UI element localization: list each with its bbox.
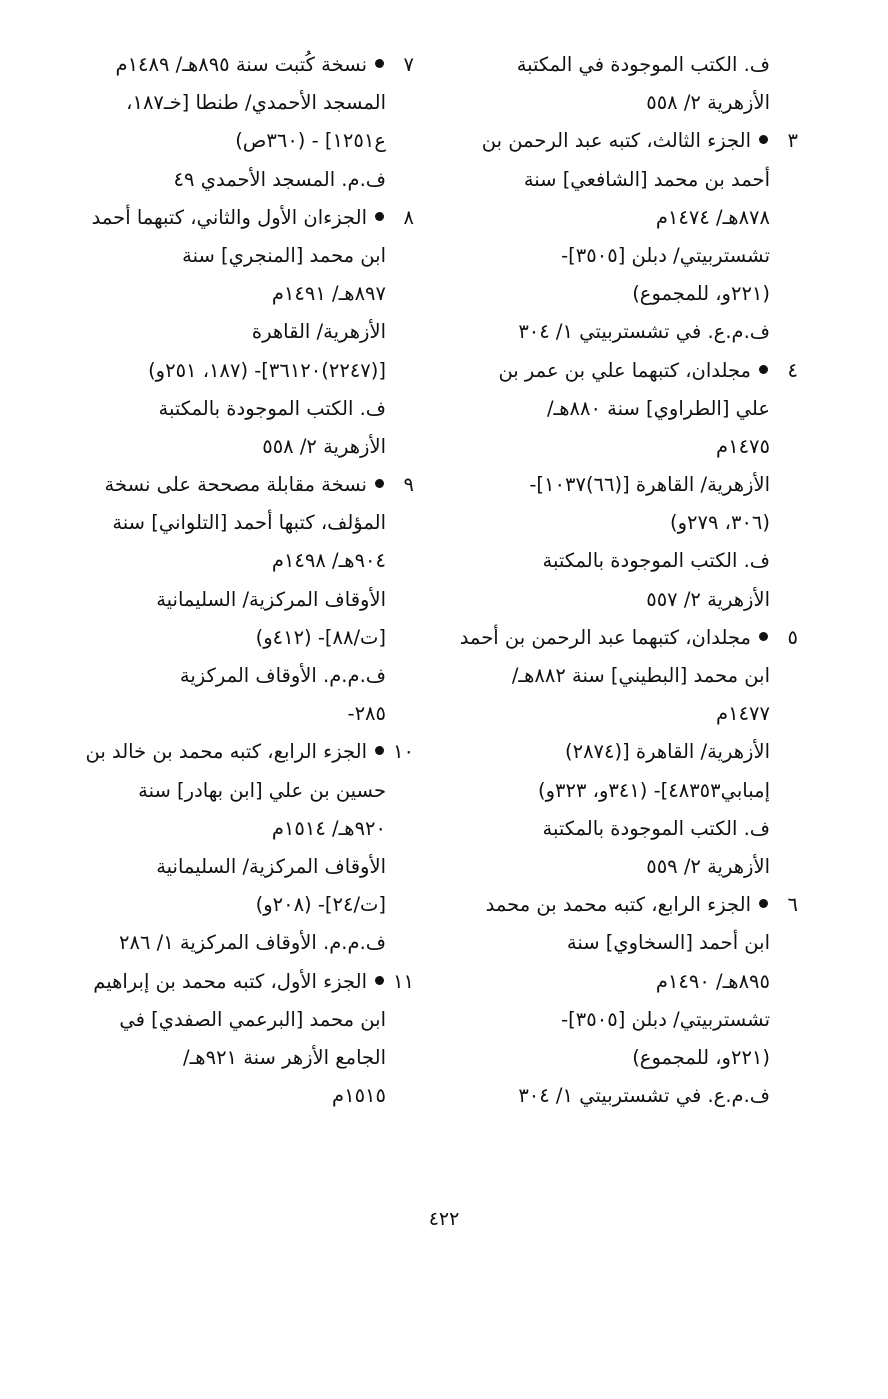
entry-line: ف. الكتب الموجودة بالمكتبة — [158, 396, 386, 420]
catalog-entry — [48, 963, 414, 1116]
entry-line: ف.م.م. الأوقاف المركزية ١/ ٢٨٦ — [119, 931, 386, 955]
entry-line: ف.م.ع. في تشستربيتي ١/ ٣٠٤ — [518, 1084, 770, 1108]
entry-number: ٤ — [787, 358, 798, 382]
entry-number: ٣ — [787, 129, 798, 153]
entry-line: ٩٢٠هـ/ ١٥١٤م — [271, 816, 386, 840]
entry-line: الأزهرية ٢/ ٥٥٨ — [646, 91, 770, 115]
entry-line: أحمد بن محمد [الشافعي] سنة — [523, 167, 770, 191]
entry-first-line — [48, 466, 414, 504]
entry-text: مجلدان، كتبهما عبد الرحمن بن أحمد — [459, 625, 751, 649]
entry-line: ف. الكتب الموجودة بالمكتبة — [542, 549, 770, 573]
right-column — [438, 46, 798, 1115]
catalog-entry — [48, 733, 414, 962]
entry-number: ٥ — [787, 625, 798, 649]
entry-line: المسجد الأحمدي/ طنطا [خـ١٨٧، — [126, 91, 386, 115]
bullet-icon — [759, 365, 768, 374]
entry-line: ٨٧٨هـ/ ١٤٧٤م — [655, 205, 770, 229]
bullet-icon — [375, 746, 384, 755]
entry-line: (٣٠٦، ٢٧٩و) — [670, 511, 770, 535]
entry-line: الأوقاف المركزية/ السليمانية — [156, 854, 386, 878]
entry-line: ف.م.م. الأوقاف المركزية — [179, 664, 386, 687]
entry-line: الأزهرية ٢/ ٥٥٨ — [262, 434, 386, 458]
entry-line: (٢٢١و، للمجموع) — [632, 1045, 770, 1069]
bullet-icon — [759, 899, 768, 908]
entry-line: [ت/٨٨]- (٤١٢و) — [255, 625, 386, 649]
entry-line: [(٢٢٤٧)٣٦١٢٠]- (١٨٧، ٢٥١و) — [148, 358, 386, 382]
entry-line: علي [الطراوي] سنة ٨٨٠هـ/ — [546, 396, 770, 420]
entry-line: ابن أحمد [السخاوي] سنة — [566, 931, 770, 955]
entry-first-line — [438, 122, 798, 160]
bullet-icon — [375, 59, 384, 68]
entry-line: الأزهرية ٢/ ٥٥٧ — [646, 587, 770, 611]
entry-line: ابن محمد [البطيني] سنة ٨٨٢هـ/ — [511, 664, 770, 687]
bullet-icon — [759, 632, 768, 641]
entry-text: الجزء الرابع، كتبه محمد بن خالد بن — [85, 740, 367, 764]
entry-line: ٩٠٤هـ/ ١٤٩٨م — [271, 549, 386, 573]
catalog-entry — [438, 619, 798, 886]
entry-line: ف. الكتب الموجودة في المكتبة — [516, 53, 770, 76]
entry-first-line — [438, 619, 798, 657]
entry-first-line — [438, 352, 798, 390]
bullet-icon — [375, 479, 384, 488]
entry-line: ابن محمد [المنجري] سنة — [182, 243, 386, 267]
bullet-icon — [759, 135, 768, 144]
catalog-entry — [438, 886, 798, 1115]
bullet-icon — [375, 976, 384, 985]
entry-line: ٢٨٥- — [347, 702, 386, 726]
entry-line: الأزهرية/ القاهرة [(٢٨٧٤) — [564, 740, 770, 764]
entry-line: ع١٢٥١] - (٣٦٠ص) — [235, 129, 386, 153]
entry-line: ف.م. المسجد الأحمدي ٤٩ — [173, 167, 386, 191]
entry-text: مجلدان، كتبهما علي بن عمر بن — [498, 358, 751, 382]
entry-line: ف. الكتب الموجودة بالمكتبة — [542, 816, 770, 840]
entry-line: ابن محمد [البرعمي الصفدي] في — [119, 1007, 386, 1031]
bullet-icon — [375, 212, 384, 221]
entry-text: الجزءان الأول والثاني، كتبهما أحمد — [91, 205, 367, 229]
entry-line: الأوقاف المركزية/ السليمانية — [156, 587, 386, 611]
entry-text: الجزء الثالث، كتبه عبد الرحمن بن — [481, 129, 751, 153]
entry-number: ٦ — [787, 893, 798, 917]
catalog-entry — [438, 46, 798, 122]
entry-line: [ت/٢٤]- (٢٠٨و) — [255, 893, 386, 917]
entry-number: ٧ — [403, 53, 414, 76]
entry-first-line — [48, 199, 414, 237]
entry-line: المؤلف، كتبها أحمد [التلواني] سنة — [112, 511, 386, 535]
entry-line: ١٥١٥م — [332, 1084, 386, 1108]
entry-line: ف.م.ع. في تشستربيتي ١/ ٣٠٤ — [518, 320, 770, 344]
entry-number: ٨ — [403, 205, 414, 229]
entry-line: حسين بن علي [ابن بهادر] سنة — [138, 778, 386, 802]
entry-line: الجامع الأزهر سنة ٩٢١هـ/ — [183, 1045, 386, 1069]
left-column — [48, 46, 414, 1115]
catalog-entry — [48, 46, 414, 199]
entry-line: (٢٢١و، للمجموع) — [632, 282, 770, 306]
entry-text: نسخة مقابلة مصححة على نسخة — [104, 473, 367, 497]
entry-line: الأزهرية/ القاهرة [(٦٦)١٠٣٧]- — [529, 473, 770, 497]
entry-first-line — [48, 46, 414, 84]
catalog-entry — [48, 199, 414, 466]
entry-line: ٨٩٧هـ/ ١٤٩١م — [271, 282, 386, 306]
entry-first-line — [48, 733, 414, 771]
entry-line: تشستربيتي/ دبلن [٣٥٠٥]- — [561, 1007, 770, 1031]
entry-line: تشستربيتي/ دبلن [٣٥٠٥]- — [561, 243, 770, 267]
entry-text: الجزء الرابع، كتبه محمد بن محمد — [485, 893, 751, 917]
entry-line: ١٤٧٥م — [716, 434, 770, 458]
entry-line: ١٤٧٧م — [716, 702, 770, 726]
entry-number: ١٠ — [393, 740, 414, 764]
catalog-entry — [438, 352, 798, 619]
page-number: ٤٢٢ — [428, 1208, 460, 1230]
entry-text: نسخة كُتبت سنة ٨٩٥هـ/ ١٤٨٩م — [115, 53, 367, 76]
catalog-entry — [48, 466, 414, 733]
entry-line: إمبابي٤٨٣٥٣]- (٣٤١و، ٣٢٣و) — [538, 778, 770, 802]
entry-line: ٨٩٥هـ/ ١٤٩٠م — [655, 969, 770, 993]
entry-line: الأزهرية ٢/ ٥٥٩ — [646, 854, 770, 878]
entry-first-line — [48, 963, 414, 1001]
entry-line: الأزهرية/ القاهرة — [251, 320, 386, 344]
catalog-entry — [438, 122, 798, 351]
entry-first-line — [438, 886, 798, 924]
entry-number: ١١ — [393, 969, 414, 993]
entry-number: ٩ — [403, 473, 414, 497]
entry-text: الجزء الأول، كتبه محمد بن إبراهيم — [93, 969, 367, 993]
